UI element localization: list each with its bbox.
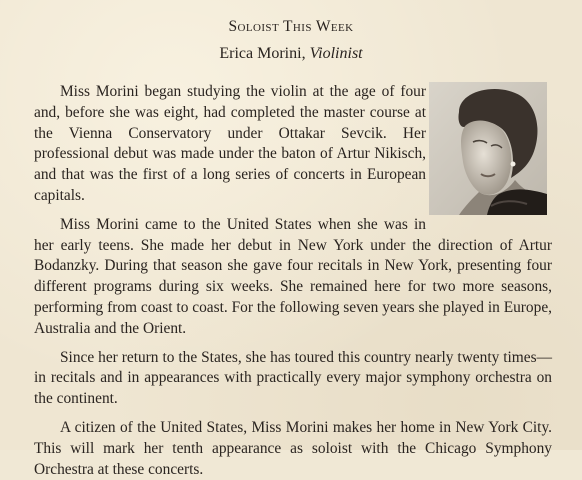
- section-heading: Soloist This Week: [228, 18, 354, 35]
- soloist-role: Violinist: [309, 45, 363, 62]
- paragraph-3: Since her return to the States, she has toured this country nearly twenty times—in recitals and in appearances with practically every major symphony orchestra on the continent.: [34, 348, 552, 408]
- paragraph-4: A citizen of the United States, Miss Morini makes her home in New York City. This will mark her tenth appearance as soloist with the Chicago Symphony Orchestra at these concerts.: [34, 418, 552, 478]
- soloist-name: Erica Morini,: [219, 45, 306, 62]
- paragraph-2: Miss Morini came to the United States when she was in her early teens. She made her debut in New York under the direction of Artur Bodanzky. During that season she gave four recitals in New York, presenting four different programs during six weeks. She remained here for two more seasons, performing from coast to coast. For the following seven years she played in Europe, Australia and the Orient.: [34, 215, 552, 337]
- photo-wrap-space: [426, 82, 552, 222]
- biography-text: [34, 82, 552, 480]
- paragraph-1: Miss Morini began studying the violin at the age of four and, before she was eight, had completed the master course at the Vienna Conservatory under Ottakar Sevcik. Her professional debut was made under the baton of Artur Nikisch, and that was the first of a long series of concerts in European capitals.: [34, 83, 426, 204]
- soloist-title: [0, 45, 582, 63]
